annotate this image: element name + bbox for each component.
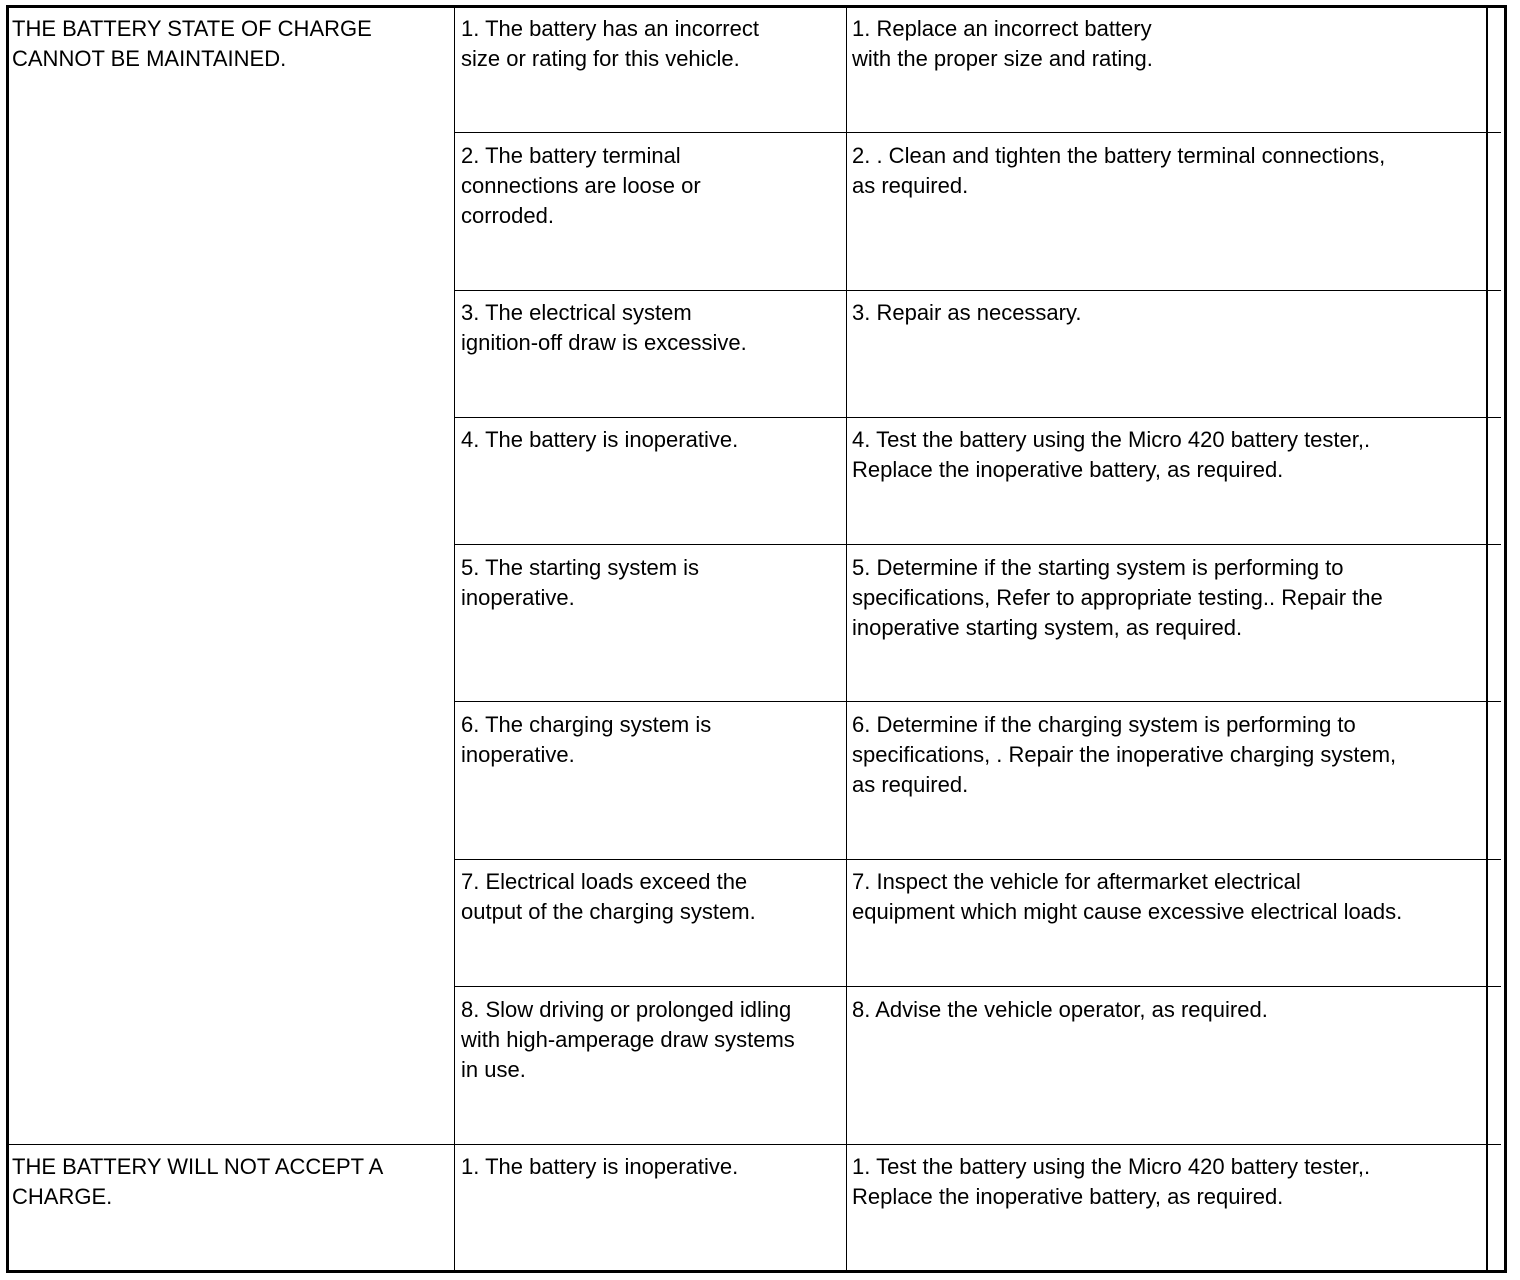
row-divider <box>454 290 1501 291</box>
correction-cell: 8. Advise the vehicle operator, as required. <box>852 997 1268 1022</box>
row-divider <box>454 701 1501 702</box>
correction-cell: 2. . Clean and tighten the battery terminal connections, as required. <box>852 143 1386 198</box>
cause-cell: 1. The battery has an incorrect size or rating for this vehicle. <box>461 16 759 71</box>
correction-cell: 5. Determine if the starting system is performing to specifications, Refer to appropriate testing.. Repair the inoperative starting system, as required. <box>852 555 1383 640</box>
cause-cell: 7. Electrical loads exceed the output of the charging system. <box>461 869 756 924</box>
correction-cell: 3. Repair as necessary. <box>852 300 1082 325</box>
cause-cell: 3. The electrical system ignition-off draw is excessive. <box>461 300 747 355</box>
cause-cell: 2. The battery terminal connections are loose or corroded. <box>461 143 701 228</box>
column-divider-condition <box>454 8 455 1270</box>
correction-cell: 6. Determine if the charging system is performing to specifications, . Repair the inoperative charging system, as required. <box>852 712 1397 797</box>
row-divider <box>454 132 1501 133</box>
cause-cell: 8. Slow driving or prolonged idling with high-amperage draw systems in use. <box>461 997 795 1082</box>
cause-cell: 6. The charging system is inoperative. <box>461 712 712 767</box>
row-divider <box>454 859 1501 860</box>
row-divider <box>454 544 1501 545</box>
group-divider <box>9 1144 1501 1145</box>
correction-cell: 7. Inspect the vehicle for aftermarket electrical equipment which might cause excessive electrical loads. <box>852 869 1403 924</box>
cause-cell: 1. The battery is inoperative. <box>461 1154 739 1179</box>
cause-cell: 4. The battery is inoperative. <box>461 427 739 452</box>
right-border-rule <box>1486 8 1488 1270</box>
correction-cell: 1. Test the battery using the Micro 420 battery tester,. Replace the inoperative battery, as required. <box>852 1154 1371 1209</box>
condition-cell: THE BATTERY WILL NOT ACCEPT A CHARGE. <box>12 1154 384 1209</box>
diagnosis-table <box>6 5 1507 1273</box>
condition-cell: THE BATTERY STATE OF CHARGE CANNOT BE MAINTAINED. <box>12 16 372 71</box>
correction-cell: 1. Replace an incorrect battery with the proper size and rating. <box>852 16 1153 71</box>
row-divider <box>454 986 1501 987</box>
correction-cell: 4. Test the battery using the Micro 420 battery tester,. Replace the inoperative battery, as required. <box>852 427 1371 482</box>
row-divider <box>454 417 1501 418</box>
cause-cell: 5. The starting system is inoperative. <box>461 555 700 610</box>
